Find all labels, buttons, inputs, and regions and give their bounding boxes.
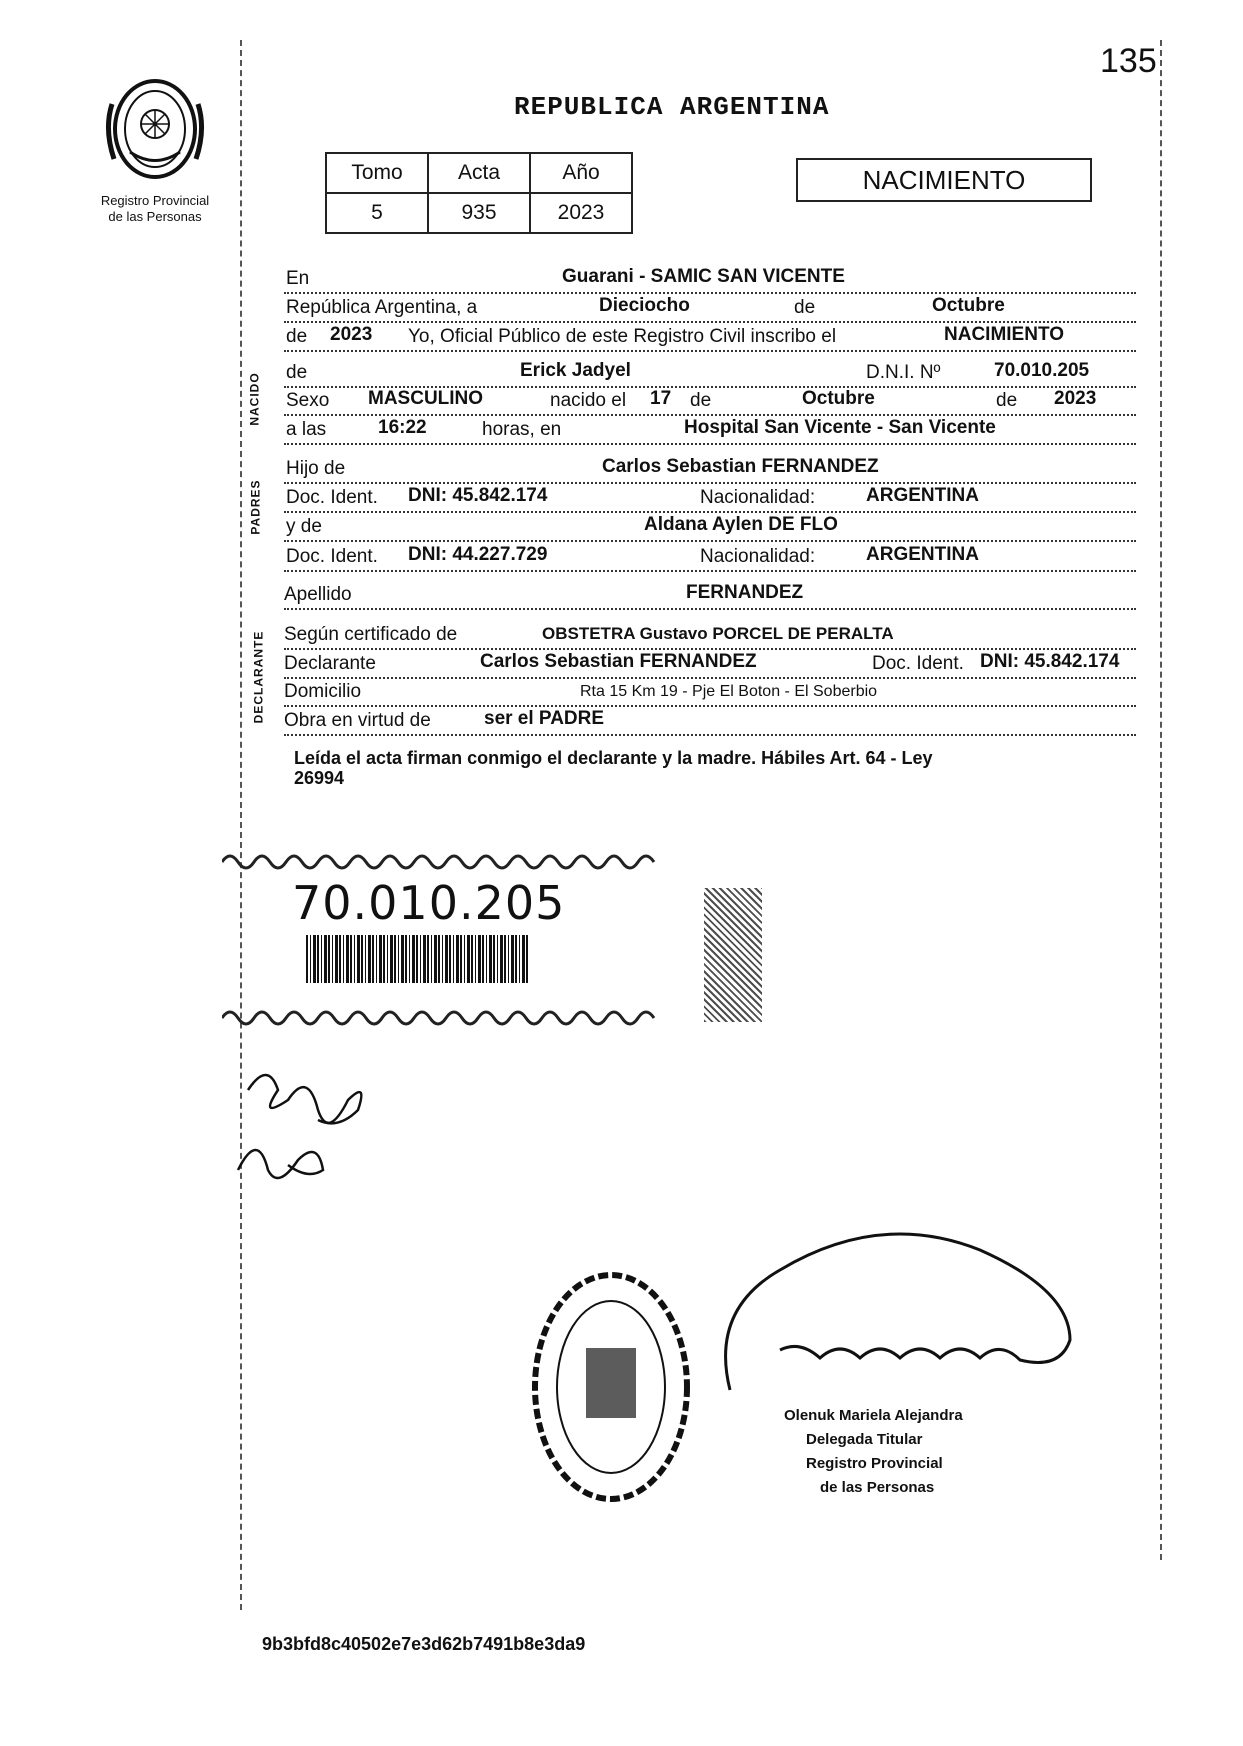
name-value: Erick Jadyel [520, 360, 631, 381]
father-value: Carlos Sebastian FERNANDEZ [602, 456, 879, 477]
father-nationality-value: ARGENTINA [866, 485, 979, 506]
surname-value: FERNANDEZ [686, 582, 804, 603]
certificate-label: Según certificado de [284, 624, 458, 645]
republica-label: República Argentina, a [286, 297, 478, 318]
row-place [284, 264, 1136, 294]
en-label: En [286, 268, 310, 289]
time-label: a las [286, 419, 327, 440]
mother-label: y de [286, 516, 322, 537]
row-father [284, 454, 1136, 484]
declarant-signature [228, 1050, 388, 1200]
logo-caption [80, 193, 230, 225]
row-year [284, 322, 1136, 352]
official-office-line2: de las Personas [820, 1479, 935, 1496]
year-value: 2023 [330, 324, 373, 345]
hours-label: horas, en [482, 419, 562, 440]
side-label-padres: PADRES [248, 479, 263, 535]
dni-value: 70.010.205 [994, 360, 1090, 381]
dni-label: D.N.I. Nº [866, 362, 941, 383]
register-table [325, 152, 633, 234]
barcode [306, 935, 530, 983]
anio-header: Año [530, 153, 632, 193]
declarant-label: Declarante [284, 653, 376, 674]
row-date [284, 293, 1136, 323]
margin-line-left [240, 40, 242, 1610]
de-label: de [794, 297, 816, 318]
country-title: REPUBLICA ARGENTINA [514, 92, 830, 122]
logo-caption-line1: Registro Provincial [100, 193, 210, 208]
time-value: 16:22 [378, 417, 427, 438]
tomo-value: 5 [326, 193, 428, 233]
birth-place-value: Hospital San Vicente - San Vicente [684, 417, 996, 438]
address-label: Domicilio [284, 681, 362, 702]
mother-value: Aldana Aylen DE FLO [644, 514, 838, 535]
official-title: Delegada Titular [806, 1431, 923, 1448]
certificate-value: OBSTETRA Gustavo PORCEL DE PERALTA [542, 624, 894, 643]
acta-value: 935 [428, 193, 530, 233]
inscribo-label: Yo, Oficial Público de este Registro Civil inscribo el [408, 326, 837, 347]
sex-label: Sexo [286, 390, 330, 411]
name-label: de [286, 362, 308, 383]
place-value: Guarani - SAMIC SAN VICENTE [562, 266, 845, 287]
father-label: Hijo de [286, 458, 346, 479]
dni-number-large: 70.010.205 [292, 876, 566, 930]
inscribo-value: NACIMIENTO [944, 324, 1064, 345]
mother-nationality-value: ARGENTINA [866, 544, 979, 565]
row-mother-doc [284, 542, 1136, 572]
born-month-value: Octubre [802, 388, 875, 409]
declarant-doc-label: Doc. Ident. [872, 653, 964, 674]
register-table-header [326, 153, 632, 193]
legal-note-line1: Leída el acta firman conmigo el declarante y la madre. Hábiles Art. 64 - Ley [294, 748, 933, 768]
born-year-value: 2023 [1054, 388, 1097, 409]
acts-as-label: Obra en virtud de [284, 710, 431, 731]
mother-doc-label: Doc. Ident. [286, 546, 378, 567]
official-stamp [528, 1268, 694, 1506]
anio-value: 2023 [530, 193, 632, 233]
legal-note-line2: 26994 [294, 768, 345, 788]
official-name: Olenuk Mariela Alejandra [784, 1407, 963, 1424]
month-value: Octubre [932, 295, 1005, 316]
tomo-header: Tomo [326, 153, 428, 193]
sex-value: MASCULINO [368, 388, 484, 409]
born-day-value: 17 [650, 388, 672, 409]
province-seal-icon [100, 74, 210, 184]
surname-label: Apellido [284, 584, 352, 605]
margin-line-right [1160, 40, 1162, 1560]
security-band-bottom [222, 1004, 656, 1032]
logo-caption-line2: de las Personas [108, 209, 202, 224]
year-prefix-label: de [286, 326, 308, 347]
row-name [284, 358, 1136, 388]
acts-as-value: ser el PADRE [484, 708, 605, 729]
father-doc-label: Doc. Ident. [286, 487, 378, 508]
row-certificate [284, 620, 1136, 650]
born-de2-label: de [996, 390, 1018, 411]
registry-logo [80, 74, 230, 225]
address-value: Rta 15 Km 19 - Pje El Boton - El Soberbio [580, 683, 878, 700]
declarant-doc-value: DNI: 45.842.174 [980, 651, 1120, 672]
side-label-declarante: DECLARANTE [251, 630, 266, 724]
row-declarant [284, 649, 1136, 679]
declarant-value: Carlos Sebastian FERNANDEZ [480, 651, 757, 672]
official-signature [700, 1190, 1090, 1420]
official-office-line1: Registro Provincial [806, 1455, 943, 1472]
row-acts-as [284, 706, 1136, 736]
acta-header: Acta [428, 153, 530, 193]
father-nationality-label: Nacionalidad: [700, 487, 816, 508]
register-table-values [326, 193, 632, 233]
page-number: 135 [1100, 42, 1157, 80]
document-hash: 9b3bfd8c40502e7e3d62b7491b8e3da9 [262, 1634, 586, 1654]
row-surname [284, 580, 1136, 610]
born-label: nacido el [550, 390, 627, 411]
day-value: Dieciocho [599, 295, 690, 316]
official-block [784, 1404, 963, 1500]
side-label-nacido: NACIDO [247, 372, 262, 426]
security-hologram [704, 888, 762, 1022]
row-mother [284, 512, 1136, 542]
row-sex [284, 386, 1136, 416]
mother-nationality-label: Nacionalidad: [700, 546, 816, 567]
row-time [284, 415, 1136, 445]
act-type-box: NACIMIENTO [796, 158, 1092, 202]
security-band-top [222, 848, 656, 876]
row-address [284, 677, 1136, 707]
mother-doc-value: DNI: 44.227.729 [408, 544, 548, 565]
father-doc-value: DNI: 45.842.174 [408, 485, 548, 506]
legal-note [294, 748, 1114, 788]
row-father-doc [284, 483, 1136, 513]
born-de-label: de [690, 390, 712, 411]
